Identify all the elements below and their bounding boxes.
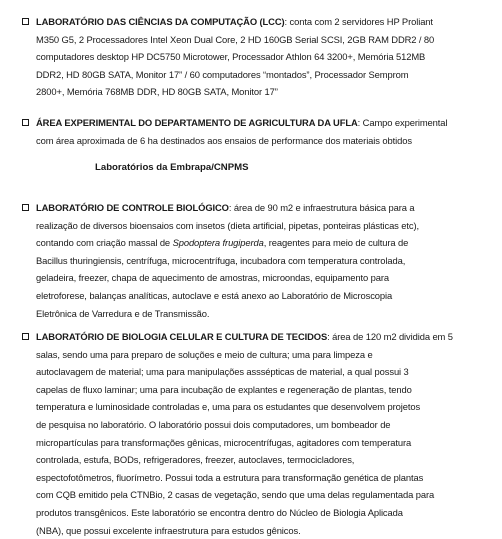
section-heading: LABORATÓRIO DAS CIÊNCIAS DA COMPUTAÇÃO (LCC) [36, 16, 285, 27]
paragraph-line: LABORATÓRIO DE BIOLOGIA CELULAR E CULTURA DE TECIDOS: área de 120 m2 dividida em 5 [36, 331, 453, 342]
paragraph-line: geladeira, freezer, chapa de aquecimento de amostras, microondas, equipamento para [36, 272, 389, 284]
paragraph-line: M350 G5, 2 Processadores Intel Xeon Dual Core, 2 HD 160GB Serial SCSI, 2GB RAM DDR2 / 80 [36, 33, 435, 45]
paragraph-line: temperatura e luminosidade controladas e, uma para os estudantes que desenvolvem projetos [36, 401, 421, 413]
paragraph-line: Eletrônica de Varredura e de Transmissão. [36, 307, 210, 319]
lcc-paragraph [36, 13, 494, 101]
experimental-area-paragraph [36, 114, 494, 149]
species-name: Spodoptera frugiperda [172, 237, 264, 249]
section-heading: LABORATÓRIO DE BIOLOGIA CELULAR E CULTURA DE TECIDOS [36, 331, 328, 342]
paragraph-line: de pesquisa no laboratório. O laboratório possui dois computadores, um bombeador de [36, 418, 391, 430]
paragraph-line: capelas de fluxo laminar; uma para incubação de explantes e regeneração de plantas, tendo [36, 383, 412, 395]
biological-control-paragraph [36, 199, 494, 322]
paragraph-line: com CQB emitido pela CTNBio, 2 casas de vegetação, sendo que uma delas regulamentada para [36, 489, 435, 501]
paragraph-line: (NBA), que possui excelente infraestrutura para estudos gênicos. [36, 524, 301, 536]
paragraph-line: LABORATÓRIO DAS CIÊNCIAS DA COMPUTAÇÃO (LCC): conta com 2 servidores HP Proliant [36, 16, 433, 27]
paragraph-line: autoclavagem de material; uma para manipulações asssépticas de material, a qual possui 3 [36, 366, 409, 378]
paragraph-line: controlada, estufa, BODs, refrigeradores, freezer, autoclaves, termocicladores, [36, 454, 355, 466]
checkbox-bullet-icon [22, 204, 29, 211]
paragraph-line: LABORATÓRIO DE CONTROLE BIOLÓGICO: área de 90 m2 e infraestrutura básica para a [36, 202, 415, 213]
paragraph-line: realização de diversos bioensaios com insetos (dieta artificial, pipetas, ponteiras plásticas etc), [36, 219, 420, 231]
embrapa-subheading: Laboratórios da Embrapa/CNPMS [95, 162, 249, 173]
paragraph-line: Bacillus thuringiensis, centrífuga, microcentrífuga, incubadora com temperatura controlada, [36, 254, 406, 266]
paragraph-line: contando com criação massal de Spodoptera frugiperda, reagentes para meio de cultura de [36, 237, 409, 249]
checkbox-bullet-icon [22, 333, 29, 340]
section-heading: ÁREA EXPERIMENTAL DO DEPARTAMENTO DE AGRICULTURA DA UFLA [36, 117, 358, 128]
paragraph-line: ÁREA EXPERIMENTAL DO DEPARTAMENTO DE AGRICULTURA DA UFLA: Campo experimental [36, 117, 448, 128]
paragraph-line: DDR2, HD 80GB SATA, Monitor 17” / 60 computadores “montados”, Processador Semprom [36, 68, 409, 80]
checkbox-bullet-icon [22, 119, 29, 126]
checkbox-bullet-icon [22, 18, 29, 25]
paragraph-line: produtos transgênicos. Este laboratório se encontra dentro do Núcleo de Biologia Aplicada [36, 506, 403, 518]
paragraph-line: eletroforese, balanças analíticas, autoclave e está anexo ao Laboratório de Microscopia [36, 289, 393, 301]
paragraph-line: 2800+, Memória 768MB DDR, HD 80GB SATA, Monitor 17” [36, 86, 278, 98]
paragraph-line: micropartículas para transformações gênicas, microcentrífugas, agitadores com temperatura [36, 436, 412, 448]
section-heading: LABORATÓRIO DE CONTROLE BIOLÓGICO [36, 202, 229, 213]
paragraph-line: salas, sendo uma para preparo de soluções e meio de cultura; uma para limpeza e [36, 348, 373, 360]
paragraph-line: espectofotômetros, fluorímetro. Possui toda a estrutura para transformação genética de plantas [36, 471, 424, 483]
cell-biology-paragraph [36, 328, 494, 539]
paragraph-line: com área aproximada de 6 ha destinados aos ensaios de performance dos materiais obtidos [36, 134, 412, 146]
paragraph-line: computadores desktop HP DC5750 Microtower, Processador Athlon 64 3200+, Memória 512MB [36, 51, 426, 63]
